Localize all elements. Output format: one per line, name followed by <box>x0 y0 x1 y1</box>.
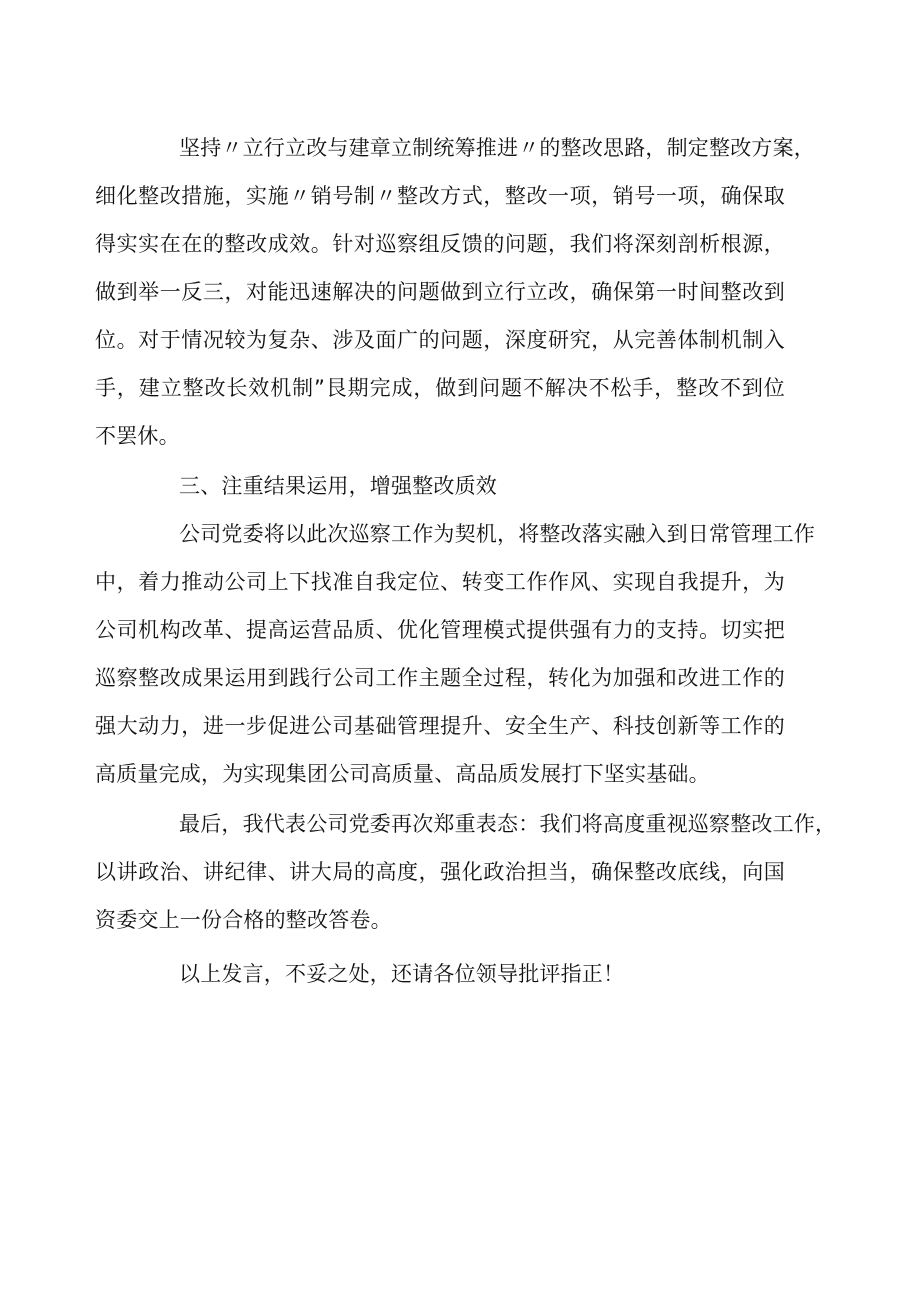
text-line: 以讲政治、讲纪律、讲大局的高度，强化政治担当，确保整改底线，向国 <box>95 860 785 884</box>
text-line: 得实实在在的整改成效。针对巡察组反馈的问题，我们将深刻剖析根源， <box>95 232 785 256</box>
text-line: 三、注重结果运用，增强整改质效 <box>179 474 497 498</box>
closing-remark <box>137 950 785 998</box>
text-line: 手，建立整改长效机制”艮期完成，做到问题不解决不松手，整改不到位 <box>95 376 785 400</box>
text-line: 强大动力，进一步促进公司基础管理提升、安全生产、科技创新等工作的 <box>95 714 785 738</box>
section-heading-3 <box>137 462 785 510</box>
paragraph-result-application <box>95 510 815 798</box>
text-line: 中，着力推动公司上下找准自我定位、转变工作作风、实现自我提升，为 <box>95 570 785 594</box>
paragraph-rectification-approach <box>95 124 815 460</box>
text-line: 做到举一反三，对能迅速解决的问题做到立行立改，确保第一时间整改到 <box>95 280 785 304</box>
text-line: 资委交上一份合格的整改答卷。 <box>95 908 392 932</box>
text-line: 最后，我代表公司党委再次郑重表态：我们将高度重视巡察整改工作， <box>179 812 837 836</box>
text-line: 巡察整改成果运用到践行公司工作主题全过程，转化为加强和改进工作的 <box>95 666 785 690</box>
text-line: 不罢休。 <box>95 424 180 448</box>
text-line: 以上发言，不妥之处，还请各位领导批评指正！ <box>179 962 625 986</box>
text-line: 细化整改措施，实施〃销号制〃整改方式，整改一项，销号一项，确保取 <box>95 184 785 208</box>
paragraph-final-statement <box>95 800 837 944</box>
text-line: 公司党委将以此次巡察工作为契机，将整改落实融入到日常管理工作 <box>179 522 815 546</box>
text-line: 坚持〃立行立改与建章立制统筹推进〃的整改思路，制定整改方案， <box>179 136 815 160</box>
text-line: 位。对于情况较为复杂、涉及面广的问题，深度研究，从完善体制机制入 <box>95 328 785 352</box>
text-line: 高质量完成，为实现集团公司高质量、高品质发展打下坚实基础。 <box>95 762 710 786</box>
text-line: 公司机构改革、提高运营品质、优化管理模式提供强有力的支持。切实把 <box>95 618 785 642</box>
